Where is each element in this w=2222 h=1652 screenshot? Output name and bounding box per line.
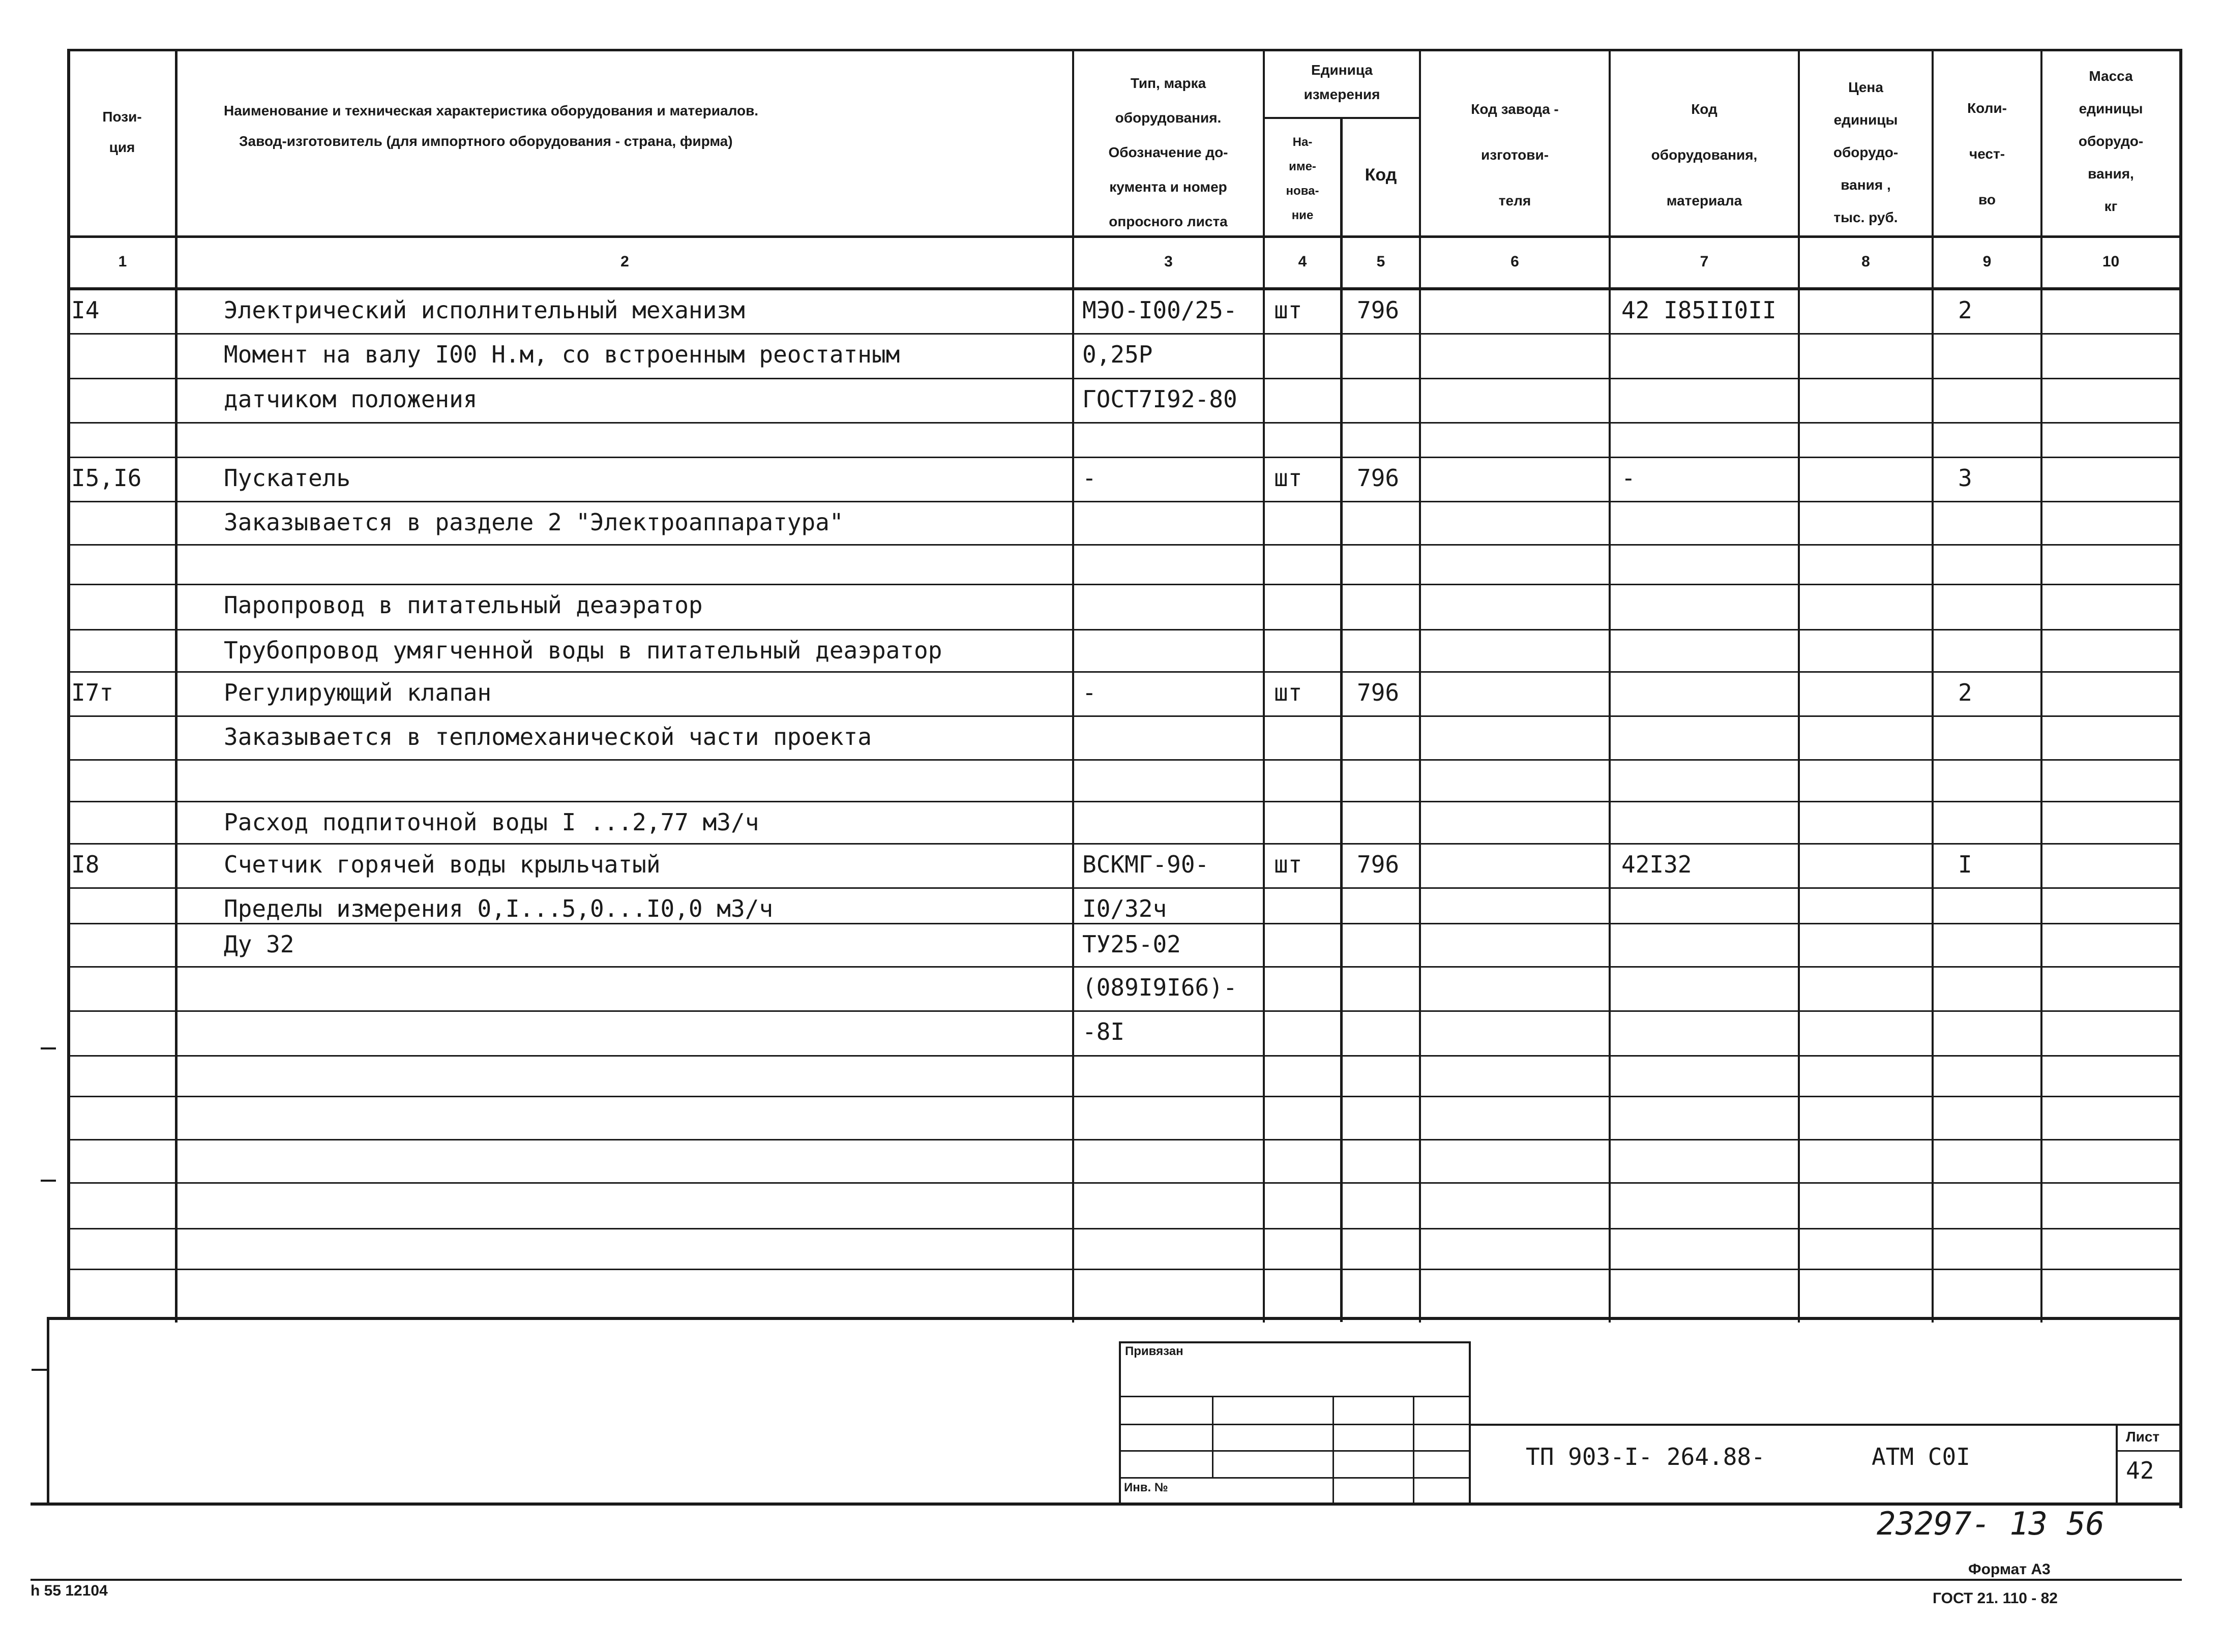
header-col9-line2: чест- (1969, 146, 2005, 162)
header-col10 (2042, 60, 2179, 223)
header-col3-line2: оборудования. (1115, 110, 1222, 126)
header-col3 (1074, 66, 1262, 239)
cell-unit: шт (1274, 851, 1302, 878)
header-col4 (1265, 130, 1340, 228)
footer-rule (31, 1579, 2182, 1581)
header-units-title (1265, 58, 1419, 107)
header-col10-line3: оборудо- (2078, 133, 2144, 149)
cell-name: Паропровод в питательный деаэратор (224, 591, 703, 619)
cell-qty: 2 (1958, 679, 1972, 706)
cell-type: - (1082, 679, 1097, 706)
cell-name: Счетчик горячей воды крыльчатый (224, 851, 661, 878)
row-line (67, 1228, 2182, 1229)
header-col9-line1: Коли- (1967, 100, 2007, 116)
row-line (67, 1182, 2182, 1184)
cell-qty: I (1958, 851, 1972, 878)
cell-name: датчиком положения (224, 385, 478, 413)
row-line (67, 671, 2182, 673)
cell-code7: - (1621, 464, 1636, 492)
cell-type: (089I9I66)- (1082, 974, 1237, 1001)
row-line (67, 422, 2182, 424)
row-line (67, 333, 2182, 335)
cell-name: Момент на валу I00 Н.м, со встроенным реостатным (224, 341, 900, 368)
cell-type: -8I (1082, 1018, 1125, 1045)
stamp-row2 (1119, 1424, 1470, 1425)
cell-code7: 42 I85II0II (1621, 296, 1776, 324)
header-col8 (1800, 71, 1932, 234)
frame-left-lower (47, 1317, 49, 1505)
row-line (67, 584, 2182, 585)
frame-right (2179, 49, 2182, 1508)
header-col1 (71, 102, 173, 163)
header-col7-line1: Код (1691, 101, 1717, 117)
cell-unit: шт (1274, 464, 1302, 492)
header-col3-line1: Тип, марка (1130, 75, 1206, 91)
header-col4-line2: име- (1289, 160, 1316, 173)
cell-name: Заказывается в разделе 2 "Электроаппаратура" (224, 508, 844, 536)
col-number-1: 1 (118, 253, 127, 270)
cell-type: ТУ25-02 (1082, 930, 1181, 958)
handwritten-number: 23297- 13 56 (1877, 1505, 2105, 1542)
stamp-doc-number: ТП 903-I- 264.88- (1526, 1443, 1765, 1470)
stamp-col1 (1212, 1396, 1213, 1478)
header-col10-line1: Масса (2089, 68, 2133, 84)
header-col9-line3: во (1978, 192, 1996, 207)
row-line (67, 1269, 2182, 1270)
header-col4-line1: На- (1292, 135, 1313, 149)
cell-name: Пускатель (224, 464, 351, 492)
col-number-9: 9 (1982, 253, 1992, 270)
header-col8-line4: вания , (1841, 177, 1891, 193)
cell-unit: шт (1274, 679, 1302, 706)
stamp-privyazan-left (1119, 1341, 1121, 1504)
col-number-7: 7 (1700, 253, 1709, 270)
stamp-row1 (1119, 1396, 1470, 1397)
header-col4-line4: ние (1291, 208, 1314, 222)
row-line (67, 966, 2182, 968)
header-col6 (1421, 86, 1609, 224)
header-col6-line3: теля (1498, 193, 1531, 208)
cell-type: МЭО-I00/25- (1082, 296, 1237, 324)
footer-left-code: h 55 12104 (31, 1582, 108, 1599)
header-col2-line1: Наименование и техническая характеристика оборудования и материалов. (224, 103, 759, 118)
row-line (67, 544, 2182, 546)
header-col2-line2: Завод-изготовитель (для импортного оборудования - страна, фирма) (239, 133, 733, 149)
body-bottom (47, 1317, 2182, 1320)
cell-pos: I4 (71, 296, 100, 324)
col-number-3: 3 (1164, 253, 1173, 270)
cell-unit: шт (1274, 296, 1302, 324)
cell-pos: I8 (71, 851, 100, 878)
header-col3-line5: опросного листа (1109, 214, 1228, 229)
row-line (67, 1055, 2182, 1057)
header-col7-line2: оборудования, (1651, 147, 1758, 163)
header-units-line2: измерения (1303, 86, 1380, 102)
stamp-row4 (1119, 1477, 1470, 1479)
margin-tick-1 (41, 1047, 56, 1049)
cell-name: Трубопровод умягченной воды в питательный деаэратор (224, 637, 942, 664)
cell-name: Регулирующий клапан (224, 679, 492, 706)
stamp-sheet-left (2116, 1424, 2118, 1504)
row-line (67, 887, 2182, 889)
cell-code5: 796 (1357, 296, 1400, 324)
stamp-sheet-divider (2116, 1450, 2182, 1452)
header-col2 (224, 96, 1063, 157)
units-divider (1264, 117, 1420, 119)
cell-type: ВСКМГ-90- (1082, 851, 1209, 878)
row-line (67, 759, 2182, 761)
cell-name: Пределы измерения 0,I...5,0...I0,0 м3/ч (224, 895, 774, 922)
stamp-col2 (1332, 1396, 1334, 1504)
header-col5-line1: Код (1365, 165, 1397, 185)
cell-code5: 796 (1357, 851, 1400, 878)
stamp-row3 (1119, 1450, 1470, 1452)
row-line (67, 801, 2182, 802)
header-col3-line4: кумента и номер (1109, 179, 1227, 195)
cell-pos: I7т (71, 679, 114, 706)
margin-tick-3 (32, 1369, 47, 1371)
cell-name: Расход подпиточной воды I ...2,77 м3/ч (224, 808, 759, 836)
col-number-2: 2 (620, 253, 629, 270)
col-number-8: 8 (1861, 253, 1870, 270)
col-number-10: 10 (2102, 253, 2120, 270)
col-line-5 (1340, 117, 1343, 1322)
row-line (67, 378, 2182, 379)
stamp-sheet-number: 42 (2126, 1457, 2154, 1484)
header-col8-line1: Цена (1848, 79, 1883, 95)
row-line (67, 1096, 2182, 1097)
cell-name: Заказывается в тепломеханической части проекта (224, 723, 872, 750)
header-col10-line5: кг (2104, 198, 2118, 214)
stamp-privyazan-top (1119, 1341, 1470, 1343)
cell-name: Ду 32 (224, 930, 294, 958)
cell-type: 0,25Р (1082, 341, 1153, 368)
col-number-4: 4 (1298, 253, 1307, 270)
cell-code5: 796 (1357, 679, 1400, 706)
stamp-col3 (1413, 1396, 1414, 1504)
row-line (67, 843, 2182, 845)
header-col7 (1611, 86, 1798, 224)
header-top (67, 49, 2182, 51)
row-line (67, 1139, 2182, 1140)
header-col6-line2: изготови- (1480, 147, 1549, 163)
cell-type: - (1082, 464, 1097, 492)
header-col5 (1343, 160, 1419, 190)
row-line (67, 501, 2182, 502)
stamp-sheet-label: Лист (2126, 1429, 2160, 1445)
cell-type: ГОСТ7I92-80 (1082, 385, 1237, 413)
header-col9 (1934, 85, 2040, 223)
cell-qty: 3 (1958, 464, 1972, 492)
header-col8-line3: оборудо- (1833, 144, 1899, 160)
stamp-doc-code: АТМ С0I (1872, 1443, 1970, 1470)
header-col8-line5: тыс. руб. (1833, 209, 1898, 225)
cell-code5: 796 (1357, 464, 1400, 492)
cell-qty: 2 (1958, 296, 1972, 324)
stamp-docnum-top (1471, 1424, 2182, 1426)
stamp-bottom (31, 1503, 2182, 1506)
header-col7-line3: материала (1666, 193, 1742, 208)
header-col8-line2: единицы (1833, 112, 1898, 128)
col-number-6: 6 (1510, 253, 1519, 270)
margin-tick-2 (41, 1180, 56, 1182)
cell-type: I0/32ч (1082, 895, 1167, 922)
row-line (67, 923, 2182, 924)
header-col6-line1: Код завода - (1471, 101, 1559, 117)
row-line (67, 1010, 2182, 1012)
col-number-5: 5 (1376, 253, 1385, 270)
row-line (67, 629, 2182, 630)
header-col10-line2: единицы (2079, 101, 2143, 116)
header-col4-line3: нова- (1286, 184, 1319, 198)
header-col3-line3: Обозначение до- (1108, 144, 1228, 160)
footer-gost: ГОСТ 21. 110 - 82 (1933, 1590, 2058, 1607)
footer-format: Формат А3 (1968, 1561, 2051, 1578)
header-col1-line2: ция (109, 139, 135, 155)
row-line (67, 457, 2182, 458)
header-col1-line1: Пози- (102, 109, 142, 125)
stamp-inv-label: Инв. № (1124, 1481, 1168, 1494)
stamp-privyazan-right (1469, 1341, 1471, 1504)
cell-name: Электрический исполнительный механизм (224, 296, 745, 324)
cell-code7: 42I32 (1621, 851, 1692, 878)
cell-pos: I5,I6 (71, 464, 142, 492)
stamp-privyazan-label: Привязан (1125, 1344, 1183, 1358)
header-units-line1: Единица (1311, 62, 1373, 78)
row-line (67, 715, 2182, 717)
header-col10-line4: вания, (2088, 166, 2134, 182)
